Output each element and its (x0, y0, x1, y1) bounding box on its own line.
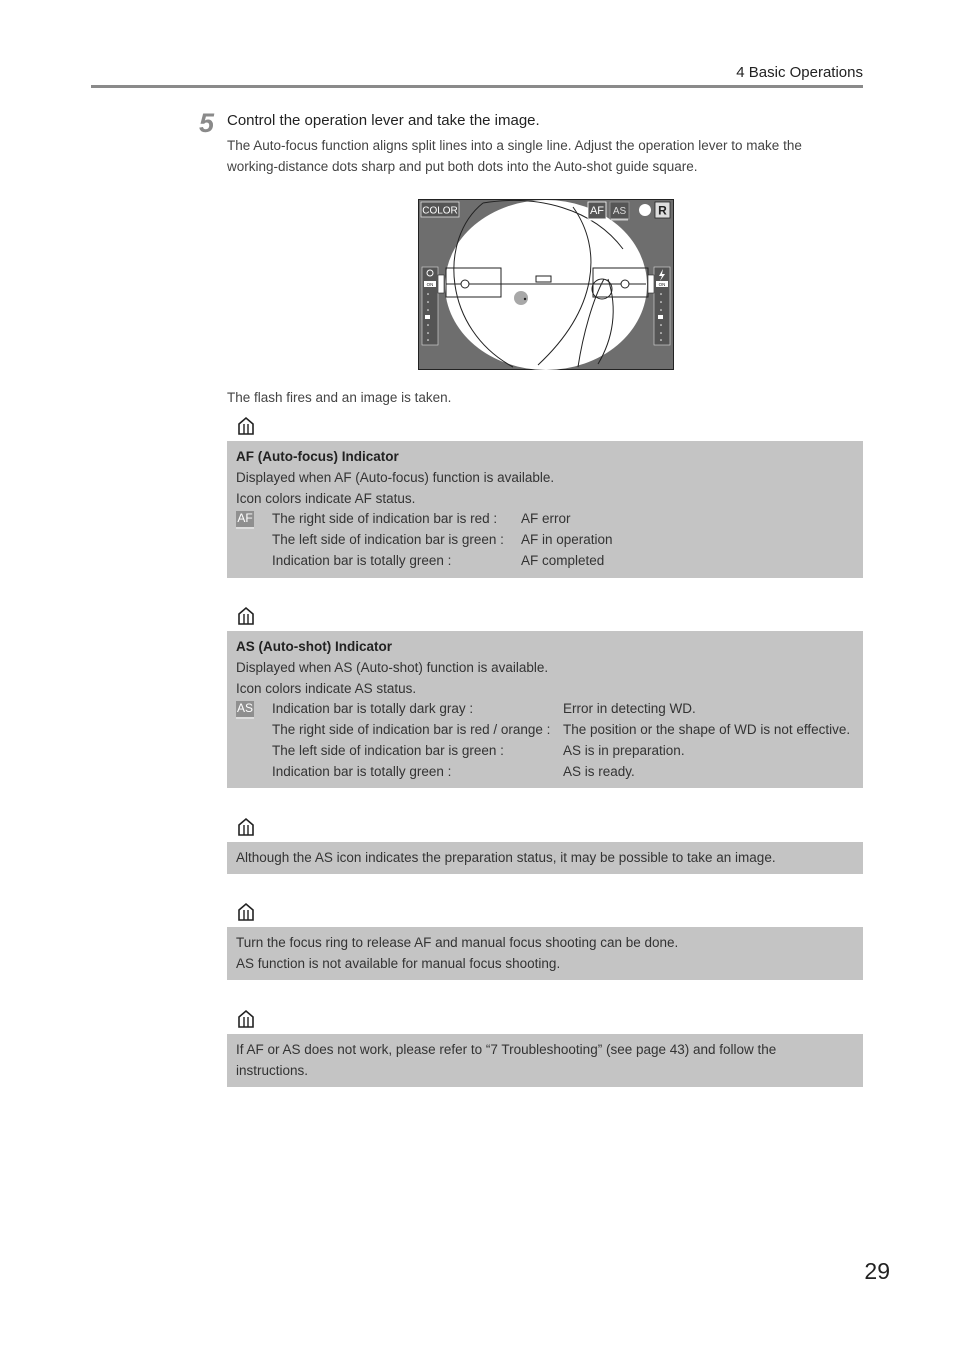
status-condition: The right side of indication bar is red : (272, 511, 498, 527)
status-meaning: AS is ready. (563, 763, 635, 779)
note-line: Icon colors indicate AS status. (236, 680, 417, 696)
note-icon (236, 902, 256, 922)
status-meaning: AS is in preparation. (563, 742, 685, 758)
chapter-title: 4 Basic Operations (736, 64, 863, 81)
status-condition: Indication bar is totally green : (272, 552, 452, 568)
svg-text:COLOR: COLOR (422, 205, 458, 217)
status-meaning: Error in detecting WD. (563, 701, 696, 717)
note-line: Displayed when AF (Auto-focus) function is available. (236, 469, 555, 485)
note-icon (236, 606, 256, 626)
note-line: If AF or AS does not work, please refer to “7 Troubleshooting” (see page 43) and follow the (236, 1042, 777, 1057)
status-meaning: The position or the shape of WD is not effective. (563, 722, 851, 738)
status-meaning: AF completed (521, 552, 605, 568)
manual-focus-note (227, 927, 863, 980)
as-status-table (272, 699, 854, 782)
note-icon (236, 1009, 256, 1029)
status-meaning: AF in operation (521, 532, 613, 548)
svg-text:ON: ON (658, 282, 666, 287)
status-condition: The left side of indication bar is green : (272, 532, 504, 548)
note-line: AS function is not available for manual focus shooting. (236, 955, 561, 971)
af-indicator-icon (588, 202, 606, 220)
color-mode-label (421, 202, 459, 217)
note-line: instructions. (236, 1062, 309, 1078)
status-condition: The left side of indication bar is green : (272, 742, 504, 758)
note-line: Although the AS icon indicates the preparation status, it may be possible to take an image. (236, 850, 776, 865)
as-badge-icon: AS (236, 701, 254, 719)
note-line: Icon colors indicate AF status. (236, 490, 416, 506)
as-preparation-note (227, 842, 863, 874)
note-heading: AS (Auto-shot) Indicator (236, 639, 392, 654)
flash-note: The flash fires and an image is taken. (227, 390, 452, 405)
camera-viewer-screen (418, 199, 674, 370)
step-description: The Auto-focus function aligns split lines into a single line. Adjust the operation lever to make the working-distance dots sharp and put both dots into the Auto-shot guide square. (227, 138, 802, 174)
note-line: Turn the focus ring to release AF and manual focus shooting can be done. (236, 935, 679, 950)
svg-text:ON: ON (426, 282, 434, 287)
as-indicator-icon (610, 202, 629, 220)
step-title: Control the operation lever and take the image. (227, 112, 540, 129)
troubleshooting-note (227, 1034, 863, 1087)
af-badge-icon: AF (236, 511, 254, 529)
af-status-table (272, 509, 854, 571)
status-dot-icon (639, 204, 651, 216)
note-icon (236, 817, 256, 837)
note-icon (236, 416, 256, 436)
status-condition: Indication bar is totally green : (272, 763, 452, 779)
svg-text:AF: AF (589, 205, 605, 217)
status-meaning: AF error (521, 511, 571, 527)
r-eye-label (655, 202, 670, 218)
note-line: Displayed when AS (Auto-shot) function is available. (236, 659, 549, 675)
status-condition: The right side of indication bar is red / orange : (272, 722, 551, 738)
as-indicator-note (227, 631, 863, 788)
af-indicator-note (227, 441, 863, 578)
header-rule (91, 85, 863, 88)
svg-text:AS: AS (612, 206, 627, 217)
status-condition: Indication bar is totally dark gray : (272, 701, 474, 717)
note-heading: AF (Auto-focus) Indicator (236, 449, 399, 464)
page-number: 29 (864, 1258, 890, 1284)
step-number: 5 (199, 108, 215, 138)
svg-text:R: R (658, 203, 667, 218)
